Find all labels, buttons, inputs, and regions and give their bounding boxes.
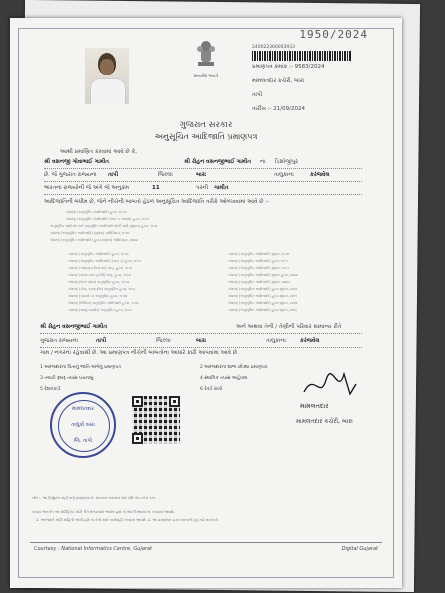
residence-district: તાપી [96,338,107,344]
left-list-item: બંધારણ (નાગાલેન્ડ) અનુસૂચિત હુકમ, ૧૯૭૦ [68,294,128,298]
residence-taluka-label: તાલુકાના [266,338,286,344]
left-list-item: બંધારણ (સિક્કિમ) અનુસૂચિત આદિજાતિ હુકમ, ૧૯૭૮ [68,301,139,305]
right-list-item: બંધારણ (અનુસૂચિત આદિજાતિ) સુધારા, ૧૯૯૧ [228,266,289,270]
left-list-item: બંધારણ (ગોવા, દમણ-દીવ) અનુસૂચિત હુકમ, ૧૯૬૮ [68,287,136,291]
basis-item: 6 રેકર્ડ રાખી [200,387,223,392]
right-list-item: બંધારણ (અનુસૂચિત આદિજાતિ) હુકમ સુધારા, ૨૦૧૬ [228,308,298,312]
right-list-item: બંધારણ (અનુસૂચિત આદિજાતિ) હુકમ સુધારા, ૨૦૦૬ [228,287,298,291]
footer-divider [30,542,382,543]
left-list-item: બંધારણ (અનુસૂચિત આદિજાતિ) (ભાગ ક) હુકમ, ૧૯૫૧ [68,259,141,263]
issuing-taluka: તાપી [252,92,263,98]
scheduled-tribe-paragraph: આદિજાતિની બંધીમ છે, જેને નીચેની બાબતો હેઠળ અનુસૂચિત આદિજાતિ તરીકે ઓળખવામાં આવે છે :- [44,199,270,205]
barcode-id: 240022360003933 [252,45,295,50]
residence-taluka: બારા [196,338,206,344]
signature-mark [300,366,360,402]
order-item: બંધારણ (અનુસૂચિત આદિજાતિ) હુકમ (સુધારા) અધિનિયમ, ૨૦૦૨ [50,238,138,242]
footer-note-2: કાયદા અંતર્ગત આ સર્ટિફિકેટ ખોટી રીતે મેળવવામાં આવેલ હશે તો તેવા કિસ્સામાં રદ કરવામાં આવશે. [32,510,175,514]
certificate-number: પ્રમાણપત્ર ક્રમાંક :- 9583/2024 [252,64,325,70]
applicant-photo [85,48,129,104]
footer-note: નોંધ :- આ ડિજીટલ સહી વાળું પ્રમાણપત્ર છે. માન્યતા ચકાસવા માટે QR કોડ સ્કેન કરો. [32,496,156,500]
certificate-title: અનુસૂચિત આદિજાતિ પ્રમાણપત્ર [154,132,258,141]
order-number: 11 [152,185,160,191]
applicant-name: શ્રી વસનજી ગોવાભાઈ ગામીત [44,159,109,165]
right-list-item: બંધારણ (અનુસૂચિત આદિજાતિ) હુકમ સુધારા, ૨૦૧૧ [228,294,297,298]
basis-item: 3 તલાટી રૂબરૂ તપાસ પંચનામું [40,376,94,381]
taluka-label: તાલુકાના [274,172,294,178]
village-name: ડિસોજીપુર [275,159,299,165]
stamp-middle-text: તાલુકો બારા [71,422,95,428]
signature-office: મામલતદાર કચેરી, બારા [296,418,353,425]
right-list-item: બંધારણ (અનુસૂચિત આદિજાતિ) સુધારા, ૧૯૭૬ [228,252,290,256]
barcode [252,51,352,61]
order-item: બંધારણ (અનુસૂચિત આદિજાતિ) (ભાગ ક રાજ્યો) હુકમ, ૧૯૫૧ [66,217,150,221]
stamp-bottom-text: જિ. તાપી [73,438,93,444]
district-a: તાપી [108,172,119,178]
stamp-top-text: મામલતદાર [72,406,94,412]
left-list-item: બંધારણ (જમ્મુ-કાશ્મીર) અનુસૂચિત હુકમ, ૧૯૮૯ [68,308,133,312]
taluka-value: કરંજવેલ [310,172,330,178]
left-list-item: બંધારણ (દાદરા-નગર હવેલી) અનુ. હુકમ, ૧૯૬૨ [68,273,131,277]
basis-item: 1 અરજદારના પિતાનું જાતિ અંગેનું પ્રમાણપત્ર [40,365,121,370]
order-line: ભારતના રાજ્યોની જે અંગે જે અનુક્રમ [44,185,130,191]
issue-date: તારીખ :- 21/09/2024 [252,106,305,112]
courtesy-text: Courtesy : National Informatics Centre, Gujarat [34,546,152,552]
village-prefix: ના [260,159,266,165]
left-list-item: બંધારણ (ઉત્તર પ્રદેશ) અનુસૂચિત હુકમ, ૧૯૬૭ [68,280,129,284]
relation-name: શ્રી રોહન વસનજીભાઈ ગામીત [184,159,251,165]
left-list-item: બંધારણ (આંદામાન-નિકોબાર) અનુ. હુકમ, ૧૯૫૯ [68,266,133,270]
district-b: બારા [196,172,206,178]
signature-title: મામલતદાર [300,402,329,410]
verification-qr-code[interactable] [132,396,180,444]
basis-item: 4 સ્થાનિક તપાસ અહેવાલ [200,376,248,381]
national-emblem-icon [193,40,219,70]
holder-line-suffix: અને અથવા તેની / તેણીની પરિવાર સામાન્ય રીતે [236,324,342,330]
issuing-office: મામલતદાર કચેરી, બારા [252,78,305,84]
order-item: બંધારણ (અનુસૂચિત આદિજાતિ) હુકમ, ૧૯૫૦ [66,210,127,214]
residence-state: ગુજરાત રાજ્યના [40,338,78,344]
order-item: અનુસૂચિત જાતિઓ અને અનુસૂચિત આદિજાતિઓની યાદી (સુધારા) હુકમ, ૧૯૫૬ [50,224,158,228]
residence-village: કરંજવેલ [300,338,320,344]
right-list-item: બંધારણ (અનુસૂચિત આદિજાતિ) હુકમ સુધારા, ૨૦૧૪ [228,301,298,305]
tribe-name: ગામીત [214,185,229,191]
handwritten-number: 1950/2024 [299,28,368,41]
left-list-item: બંધારણ (અનુસૂચિત આદિજાતિ) હુકમ, ૧૯૫૦ [68,252,129,256]
closing-text: ગામ / નગરનાં રહેવાસી છે. આ પ્રમાણપત્ર નીચેની બાબતોના આધારે કાઢી આપવામાં આવે છે. [40,350,239,356]
state-line: છે. જે ગુજરાત રાજ્યના [44,172,97,178]
digital-gujarat-text: Digital Gujarat [341,546,378,552]
right-list-item: બંધારણ (અનુસૂચિત આદિજાતિ) સુધારા હુકમ, ૨૦૦૨ [228,273,298,277]
holder-name: શ્રી રોહન વસનજીભાઈ ગામીત [40,324,107,330]
government-title: ગુજરાત સરકાર [179,120,233,130]
right-list-item: બંધારણ (અનુસૂચિત આદિજાતિ) હુકમ, ૧૯૯૧ [228,259,288,263]
certificate-page [10,18,402,588]
tribe-label: પરની [196,185,209,191]
district-label: જિલ્લા [158,172,173,178]
office-seal-stamp [50,392,116,458]
emblem-caption: સત્યમેવ જયતે [193,73,219,78]
footer-note-3: 1. અરજદારે ખોટી માહિતી આપી હશે તો તેની સામે કાર્યવાહી કરવામાં આવશે. 2. આ પ્રમાણપત્ર ફક્ત સરકારી હેતુ માટે માન્ય છે. [36,518,220,522]
intro-text: આથી પ્રમાણિત કરવામાં આવે છે કે, [60,149,138,155]
residence-district-label: જિલ્લા [156,338,171,344]
order-item: બંધારણ (અનુસૂચિત આદિજાતિ) (સુધારા) અધિનિયમ, ૧૯૭૬ [50,231,130,235]
basis-item: 2 અરજદારના શાળા છોડ્યા પ્રમાણપત્ર [200,365,268,370]
basis-item: 5 રેશનકાર્ડ [40,387,61,392]
right-list-item: બંધારણ (અનુસૂચિત આદિજાતિ) સુધારા, ૨૦૦૩ [228,280,290,284]
